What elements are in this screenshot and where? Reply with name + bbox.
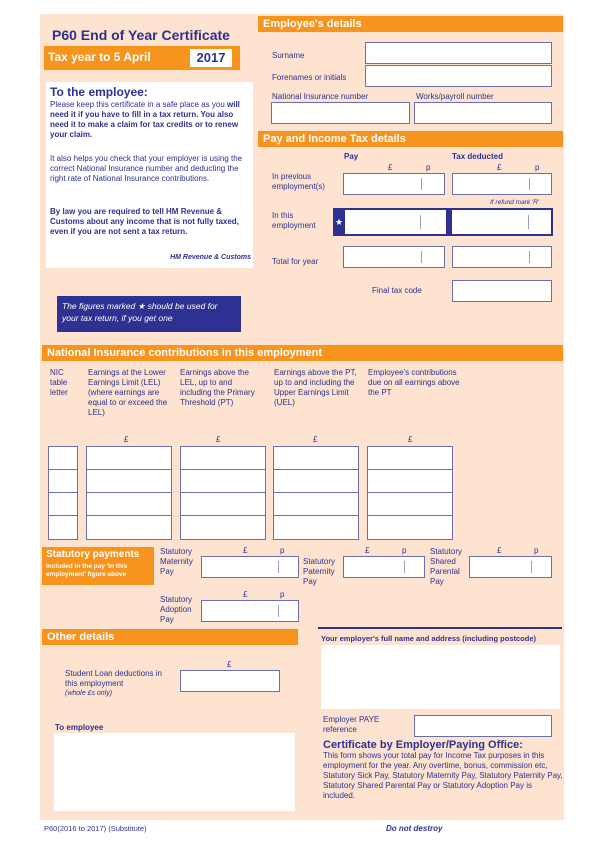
adoption-label: Statutory Adoption Pay [160, 595, 193, 624]
ni-uel-header: Earnings above the PT, up to and including the Upper Earnings Limit (UEL) [274, 368, 357, 407]
intro-para-1b: will need it if you have to fill in a tax return. You also need it to make a claim for tax credits or to renew your claim. [50, 100, 240, 139]
ni-uel-cell[interactable] [273, 492, 359, 516]
ni-contrib-cell[interactable] [367, 469, 453, 493]
shared-parental-pounds: £ [497, 546, 502, 555]
ni-uel-pounds: £ [313, 435, 318, 444]
maternity-pounds: £ [243, 546, 248, 555]
this-tax-field[interactable] [453, 211, 550, 233]
tax-pence: p [535, 163, 540, 172]
ni-heading: National Insurance contributions in this employment [42, 345, 563, 361]
student-loan-field[interactable] [180, 670, 280, 692]
ni-pt-column [180, 446, 266, 542]
adoption-field[interactable] [201, 600, 299, 622]
ni-uel-cell[interactable] [273, 446, 359, 470]
statutory-heading: Statutory payments [46, 549, 140, 560]
surname-label: Surname [272, 51, 305, 60]
pay-pence: p [426, 163, 431, 172]
star-marker: ★ [333, 208, 345, 236]
tax-year-value: 2017 [190, 49, 232, 67]
total-tax-field[interactable] [452, 246, 552, 268]
paternity-pence: p [402, 546, 407, 555]
paye-reference-field[interactable] [414, 715, 552, 737]
ni-lel-cell[interactable] [86, 515, 172, 540]
ni-lel-cell[interactable] [86, 492, 172, 516]
ni-letter-column [48, 446, 78, 542]
forenames-label: Forenames or initials [272, 73, 347, 82]
ni-lel-cell[interactable] [86, 469, 172, 493]
tax-pounds: £ [497, 163, 502, 172]
shared-parental-pence: p [534, 546, 539, 555]
total-year-label: Total for year [272, 257, 319, 266]
ni-lel-pounds: £ [124, 435, 129, 444]
maternity-label: Statutory Maternity Pay [160, 547, 193, 576]
works-number-field[interactable] [414, 102, 552, 124]
tax-year-label: Tax year to 5 April [48, 50, 151, 64]
ni-pt-cell[interactable] [180, 446, 266, 470]
pay-pounds: £ [388, 163, 393, 172]
ni-contrib-column [367, 446, 453, 542]
paternity-pounds: £ [365, 546, 370, 555]
pay-column-label: Pay [344, 152, 359, 161]
surname-field[interactable] [365, 42, 552, 64]
maternity-pence: p [280, 546, 285, 555]
tax-column-label: Tax deducted [452, 152, 503, 161]
maternity-field[interactable] [201, 556, 299, 578]
to-employee-label: To employee [55, 723, 104, 732]
intro-signoff: HM Revenue & Customs [170, 254, 251, 261]
student-loan-pounds: £ [227, 660, 232, 669]
shared-parental-field[interactable] [469, 556, 552, 578]
ni-pt-cell[interactable] [180, 469, 266, 493]
do-not-destroy: Do not destroy [386, 824, 443, 833]
star-note: The figures marked ★ should be used for your tax return, if you get one [57, 296, 241, 332]
employer-name-address-field[interactable] [321, 645, 560, 709]
certificate-text: This form shows your total pay for Income Tax purposes in this employment for the year. Any overtime, bonus, commission etc, Statutory Sick Pay, Statutory Maternity Pay, Statutory Paternity Pay, Statutory Shared Parental Pay or Statutory Adoption Pay is included. [323, 751, 563, 800]
ni-number-field[interactable] [271, 102, 410, 124]
ni-pt-pounds: £ [216, 435, 221, 444]
certificate-heading: Certificate by Employer/Paying Office: [323, 739, 523, 751]
ni-number-label: National Insurance number [272, 92, 369, 101]
previous-employment-label: In previous employment(s) [272, 172, 325, 191]
final-tax-code-label: Final tax code [372, 286, 422, 295]
other-details-heading: Other details [42, 629, 298, 645]
ni-lel-column [86, 446, 172, 542]
intro-para-2: It also helps you check that your employer is using the correct National Insurance number and deducting the right rate of National Insurance contributions. [50, 154, 243, 183]
ni-uel-cell[interactable] [273, 469, 359, 493]
this-divider [446, 208, 452, 236]
student-loan-note: (whole £s only) [65, 690, 113, 697]
intro-para-1 [50, 100, 250, 140]
ni-uel-cell[interactable] [273, 515, 359, 540]
ni-letter-cell[interactable] [48, 446, 78, 470]
ni-contrib-cell[interactable] [367, 446, 453, 470]
ni-pt-cell[interactable] [180, 515, 266, 540]
paternity-label: Statutory Paternity Pay [303, 557, 336, 586]
adoption-pence: p [280, 590, 285, 599]
previous-pay-field[interactable] [343, 173, 445, 195]
ni-pt-header: Earnings above the LEL, up to and including the Primary Threshold (PT) [180, 368, 255, 407]
shared-parental-label: Statutory Shared Parental Pay [430, 547, 463, 586]
previous-tax-field[interactable] [452, 173, 552, 195]
ni-letter-cell[interactable] [48, 469, 78, 493]
paternity-field[interactable] [343, 556, 425, 578]
intro-para-3: By law you are required to tell HM Revenue & Customs about any income that is not fully taxed, even if you are not sent a tax return. [50, 207, 239, 236]
ni-pt-cell[interactable] [180, 492, 266, 516]
employer-top-rule [318, 627, 562, 629]
paye-reference-label: Employer PAYE reference [323, 715, 380, 734]
ni-contrib-pounds: £ [408, 435, 413, 444]
statutory-subnote: Included in the pay 'In this employment' figure above [46, 563, 128, 578]
final-tax-code-field[interactable] [452, 280, 552, 302]
this-pay-field[interactable] [346, 211, 445, 233]
ni-letter-header: NIC table letter [50, 368, 68, 397]
refund-note: If refund mark 'R' [490, 199, 540, 206]
intro-para-1a: Please keep this certificate in a safe place as you [50, 100, 225, 109]
ni-contrib-cell[interactable] [367, 515, 453, 540]
ni-letter-cell[interactable] [48, 515, 78, 540]
ni-lel-cell[interactable] [86, 446, 172, 470]
ni-lel-header: Earnings at the Lower Earnings Limit (LEL) (where earnings are equal to or exceed the LEL) [88, 368, 168, 417]
this-employment-label: In this employment [272, 211, 316, 230]
form-title: P60 End of Year Certificate [52, 27, 230, 43]
employer-name-address-label: Your employer's full name and address (including postcode) [321, 634, 537, 643]
total-pay-field[interactable] [343, 246, 445, 268]
form-reference: P60(2016 to 2017) (Substitute) [44, 824, 147, 833]
employee-details-heading: Employee's details [258, 16, 563, 32]
adoption-pounds: £ [243, 590, 248, 599]
ni-contrib-cell[interactable] [367, 492, 453, 516]
ni-contrib-header: Employee's contributions due on all earnings above the PT [368, 368, 460, 397]
intro-heading: To the employee: [50, 85, 148, 99]
forenames-field[interactable] [365, 65, 552, 87]
ni-letter-cell[interactable] [48, 492, 78, 516]
to-employee-field[interactable] [54, 733, 295, 811]
ni-uel-column [273, 446, 359, 542]
student-loan-label: Student Loan deductions in this employment [65, 669, 162, 688]
works-number-label: Works/payroll number [416, 92, 494, 101]
pay-tax-heading: Pay and Income Tax details [258, 131, 563, 147]
